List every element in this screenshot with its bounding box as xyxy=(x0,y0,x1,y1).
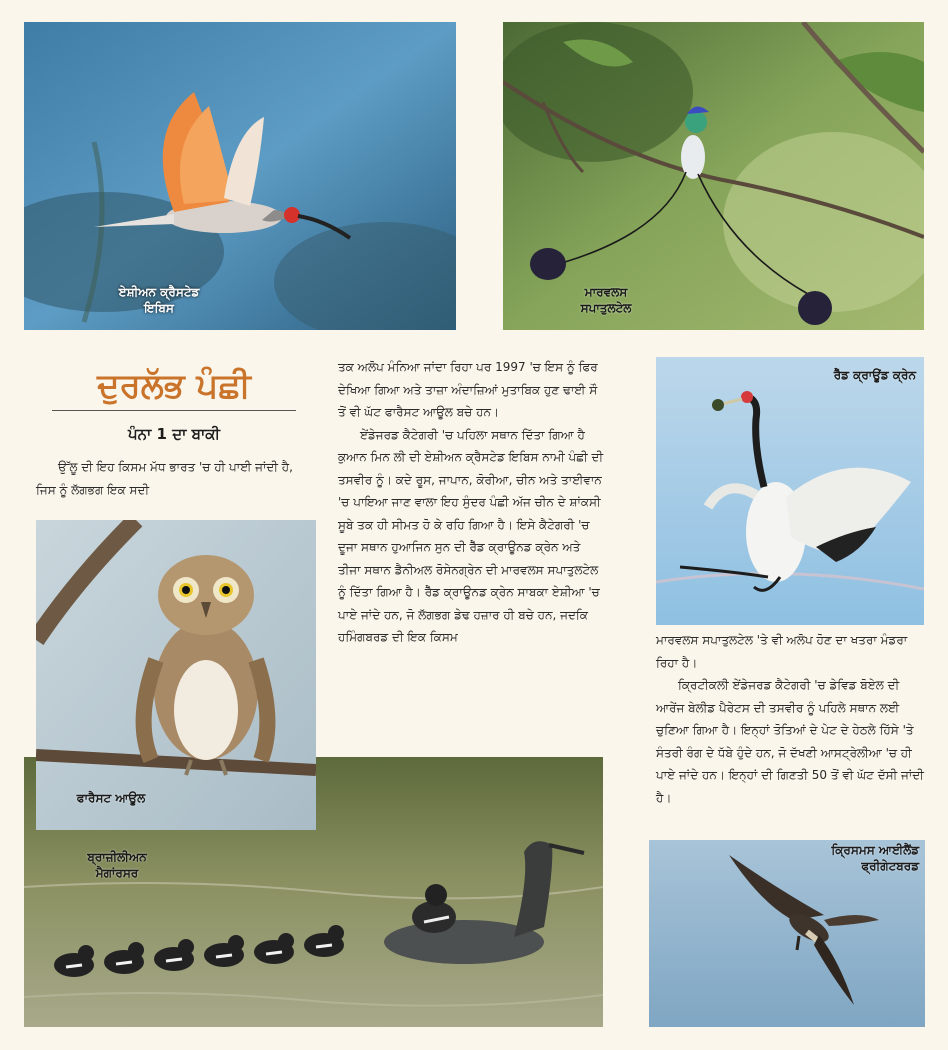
headline: ਦੁਰਲੱਭ ਪੰਛੀ xyxy=(97,366,251,406)
right-paragraph-2: ਕ੍ਰਿਟੀਕਲੀ ਏਂਡੇਜਰਡ ਕੈਟੇਗਰੀ 'ਚ ਡੇਵਿਡ ਬੋਏਲ ਦੀ ਆਰੇਂਜ ਬੇਲੀਡ ਪੈਰੇਟਸ ਦੀ ਤਸਵੀਰ ਨੂੰ ਪਹਿਲੇ ਸਥਾਨ ਲਈ ਚੁਣਿਆ ਗਿਆ ਹੈ। ਇਨ੍ਹਾਂ ਤੋਤਿਆਂ ਦੇ ਪੇਟ ਦੇ ਹੇਠਲੇ ਹਿੱਸੇ 'ਤੇ ਸੰਤਰੀ ਰੰਗ ਦੇ ਧੱਬੇ ਹੁੰਦੇ ਹਨ, ਜੋ ਦੱਖਣੀ ਆਸਟ੍ਰੇਲੀਆ 'ਚ ਹੀ ਪਾਏ ਜਾਂਦੇ ਹਨ। ਇਨ੍ਹਾਂ ਦੀ ਗਿਣਤੀ 50 ਤੋਂ ਵੀ ਘੱਟ ਦੱਸੀ ਜਾਂਦੀ ਹੈ। xyxy=(656,678,924,805)
crane-photo xyxy=(656,357,924,625)
spatuletail-caption-line2: ਸਪਾਤੁਲਟੇਲ xyxy=(580,301,632,315)
frigatebird-photo xyxy=(649,840,925,1027)
continued-from-page-1: ਪੰਨਾ 1 ਦਾ ਬਾਕੀ xyxy=(127,425,221,443)
left-column xyxy=(36,456,298,501)
ibis-photo xyxy=(24,22,456,330)
spatuletail-caption-line1: ਮਾਰਵਲਸ xyxy=(584,285,628,299)
merganser-caption-line1: ਬ੍ਰਾਜ਼ੀਲੀਅਨ xyxy=(87,850,147,864)
left-paragraph: ਉੱਲੂ ਦੀ ਇਹ ਕਿਸਮ ਮੱਧ ਭਾਰਤ 'ਚ ਹੀ ਪਾਈ ਜਾਂਦੀ ਹੈ, ਜਿਸ ਨੂੰ ਲੱਗਭਗ ਇਕ ਸਦੀ xyxy=(36,460,293,497)
headline-rule xyxy=(52,410,296,411)
right-column xyxy=(656,629,926,809)
owl-photo xyxy=(36,520,316,830)
middle-column xyxy=(338,356,604,649)
owl-caption: ਫਾਰੈਸਟ ਆਊਲ xyxy=(76,791,146,805)
crane-caption: ਰੈੱਡ ਕ੍ਰਾਊਂਡ ਕ੍ਰੇਨ xyxy=(833,368,916,382)
frigatebird-caption-line1: ਕ੍ਰਿਸਮਸ ਆਈਲੈਂਡ xyxy=(831,843,919,857)
spatuletail-photo xyxy=(503,22,924,330)
middle-paragraph-1: ਤਕ ਅਲੋਪ ਮੰਨਿਆ ਜਾਂਦਾ ਰਿਹਾ ਪਰ 1997 'ਚ ਇਸ ਨੂੰ ਫਿਰ ਦੇਖਿਆ ਗਿਆ ਅਤੇ ਤਾਜ਼ਾ ਅੰਦਾਜ਼ਿਆਂ ਮੁਤਾਬਿਕ ਹੁਣ ਢਾਈ ਸੌ ਤੋਂ ਵੀ ਘੱਟ ਫਾਰੈਸਟ ਆਊਲ ਬਚੇ ਹਨ। xyxy=(338,360,598,419)
middle-paragraph-2: ਏਂਡੇਜਰਡ ਕੈਟੇਗਰੀ 'ਚ ਪਹਿਲਾ ਸਥਾਨ ਦਿੱਤਾ ਗਿਆ ਹੈ ਕੁਆਨ ਮਿਨ ਲੀ ਦੀ ਏਸ਼ੀਅਨ ਕ੍ਰੈਸਟੇਡ ਇਬਿਸ ਨਾਮੀ ਪੰਛੀ ਦੀ ਤਸਵੀਰ ਨੂੰ। ਕਦੇ ਰੂਸ, ਜਾਪਾਨ, ਕੋਰੀਆ, ਚੀਨ ਅਤੇ ਤਾਈਵਾਨ 'ਚ ਪਾਇਆ ਜਾਣ ਵਾਲਾ ਇਹ ਸੁੰਦਰ ਪੰਛੀ ਅੱਜ ਚੀਨ ਦੇ ਸ਼ਾਂਕਸੀ ਸੂਬੇ ਤਕ ਹੀ ਸੀਮਤ ਹੋ ਕੇ ਰਹਿ ਗਿਆ ਹੈ। ਇਸੇ ਕੈਟੇਗਰੀ 'ਚ ਦੂਜਾ ਸਥਾਨ ਹੁਆਜਿਨ ਸੁਨ ਦੀ ਰੈੱਡ ਕ੍ਰਾਊਨਡ ਕ੍ਰੇਨ ਅਤੇ ਤੀਜਾ ਸਥਾਨ ਡੈਨੀਅਲ ਰੋਸੇਨਗ੍ਰੇਨ ਦੀ ਮਾਰਵਲਸ ਸਪਾਤੁਲਟੇਲ ਨੂੰ ਦਿੱਤਾ ਗਿਆ ਹੈ। ਰੈੱਡ ਕ੍ਰਾਊਨਡ ਕ੍ਰੇਨ ਸਾਬਕਾ ਏਸ਼ੀਆ 'ਚ ਪਾਏ ਜਾਂਦੇ ਹਨ, ਜੋ ਲੱਗਭਗ ਡੇਢ ਹਜ਼ਾਰ ਹੀ ਬਚੇ ਹਨ, ਜਦਕਿ ਹਮਿੰਗਬਰਡ ਦੀ ਇਕ ਕਿਸਮ xyxy=(338,427,604,644)
merganser-caption-line2: ਮੈਗਾਂਰਸਰ xyxy=(95,866,139,880)
right-paragraph-1: ਮਾਰਵਲਸ ਸਪਾਤੁਲਟੇਲ 'ਤੇ ਵੀ ਅਲੋਪ ਹੋਣ ਦਾ ਖਤਰਾ ਮੰਡਰਾ ਰਿਹਾ ਹੈ। xyxy=(656,633,908,670)
ibis-caption-line1: ਏਸ਼ੀਅਨ ਕ੍ਰੈਸਟੇਡ xyxy=(118,285,200,299)
frigatebird-caption-line2: ਫ੍ਰੀਗੇਟਬਰਡ xyxy=(861,859,919,873)
ibis-caption-line2: ਇਬਿਸ xyxy=(144,301,174,315)
